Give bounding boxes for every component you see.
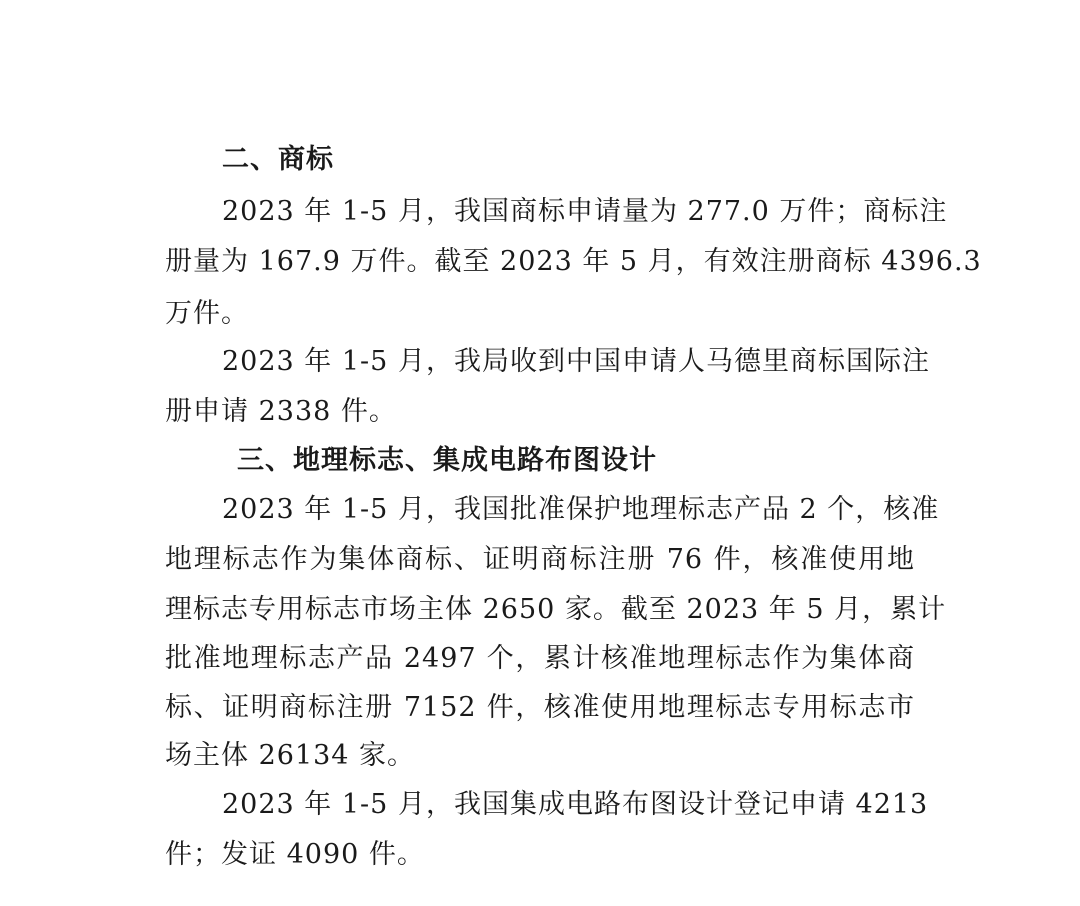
paragraph-line: 万件。 (165, 298, 249, 329)
paragraph-line: 2023 年 1-5 月，我国批准保护地理标志产品 2 个，核准 (222, 494, 940, 525)
paragraph-line: 场主体 26134 家。 (165, 740, 416, 771)
paragraph-line: 册申请 2338 件。 (165, 396, 397, 427)
paragraph-line: 批准地理标志产品 2497 个，累计核准地理标志作为集体商 (165, 643, 915, 674)
paragraph-line: 2023 年 1-5 月，我国商标申请量为 277.0 万件；商标注 (222, 196, 948, 227)
paragraph-line: 2023 年 1-5 月，我局收到中国申请人马德里商标国际注 (222, 346, 930, 377)
paragraph-line: 件；发证 4090 件。 (165, 839, 425, 870)
paragraph-line: 册量为 167.9 万件。截至 2023 年 5 月，有效注册商标 4396.3 (165, 246, 982, 277)
section-heading-trademark: 二、商标 (222, 144, 334, 175)
paragraph-line: 标、证明商标注册 7152 件，核准使用地理标志专用标志市 (165, 692, 915, 723)
paragraph-line: 理标志专用标志市场主体 2650 家。截至 2023 年 5 月，累计 (165, 594, 947, 625)
paragraph-line: 地理标志作为集体商标、证明商标注册 76 件，核准使用地 (165, 544, 915, 575)
paragraph-line: 2023 年 1-5 月，我国集成电路布图设计登记申请 4213 (222, 789, 929, 820)
section-heading-geographical-indication: 三、地理标志、集成电路布图设计 (237, 445, 657, 476)
